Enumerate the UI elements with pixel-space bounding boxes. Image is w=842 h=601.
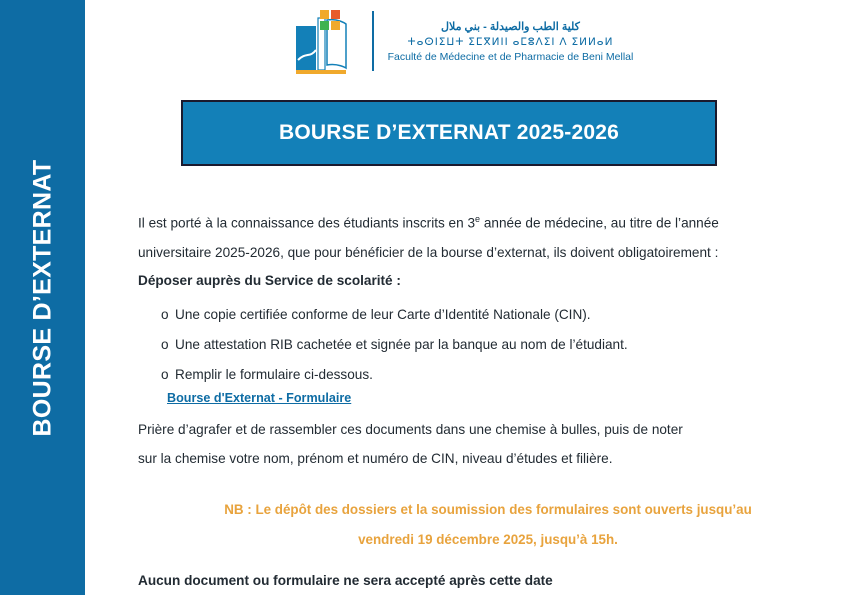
bullet-text-1: Une copie certifiée conforme de leur Carte d’Identité Nationale (CIN).: [175, 306, 591, 322]
document-header: [85, 8, 842, 74]
instruction-line1: Prière d’agrafer et de rassembler ces documents dans une chemise à bulles, puis de noter: [138, 421, 683, 437]
deadline-note: [138, 495, 838, 555]
requirement-heading: Déposer auprès du Service de scolarité :: [138, 272, 401, 288]
intro-paragraph: [138, 205, 838, 238]
final-warning: Aucun document ou formulaire ne sera accepté après cette date: [138, 572, 553, 588]
logo-french-title: Faculté de Médecine et de Pharmacie de Beni Mellal: [387, 50, 634, 63]
intro-line2: universitaire 2025-2026, que pour bénéficier de la bourse d’externat, ils doivent obligatoirement :: [138, 244, 719, 260]
intro-line1-a: Il est porté à la connaissance des étudiants inscrits en 3: [138, 215, 476, 231]
bullet-marker-icon: o: [161, 336, 169, 352]
bullet-text-2: Une attestation RIB cachetée et signée par la banque au nom de l’étudiant.: [175, 336, 628, 352]
logo-text-block: [384, 20, 634, 63]
deadline-note-line1: NB : Le dépôt des dossiers et la soumission des formulaires sont ouverts jusqu’au: [224, 501, 752, 517]
deadline-note-line2: vendredi 19 décembre 2025, jusqu’à 15h.: [358, 531, 618, 547]
form-link[interactable]: Bourse d'Externat - Formulaire: [167, 390, 352, 405]
title-banner: [181, 100, 717, 166]
document-content: [85, 0, 842, 595]
logo-divider: [372, 11, 374, 71]
page-title: BOURSE D’EXTERNAT 2025-2026: [279, 121, 619, 144]
bullet-text-3: Remplir le formulaire ci-dessous.: [175, 366, 373, 382]
faculty-logo: [294, 8, 634, 74]
intro-line1-superscript: e: [475, 214, 481, 224]
logo-tifinagh-title: ⵜⴰⵙⵏⵉⵡⵜ ⵉⵎⴳⵍⵏⵏ ⴰⵎⵓⴷⵉⵏ ⴷ ⵉⵍⵍⴰⵍ: [407, 35, 614, 48]
left-side-band: [0, 0, 85, 595]
list-item: [138, 360, 838, 390]
announcement-body: [138, 205, 838, 601]
list-item: [138, 330, 838, 360]
instruction-line2: sur la chemise votre nom, prénom et numéro de CIN, niveau d’études et filière.: [138, 450, 613, 466]
list-item: [138, 300, 838, 330]
sidebar-vertical-title: BOURSE D’EXTERNAT: [28, 159, 56, 436]
bullet-marker-icon: o: [161, 306, 169, 322]
faculty-logo-icon: [294, 8, 362, 74]
intro-line1-b: année de médecine, au titre de l’année: [480, 215, 719, 231]
bullet-marker-icon: o: [161, 366, 169, 382]
logo-arabic-title: كلية الطب والصيدلة - بني ملال: [441, 20, 580, 33]
